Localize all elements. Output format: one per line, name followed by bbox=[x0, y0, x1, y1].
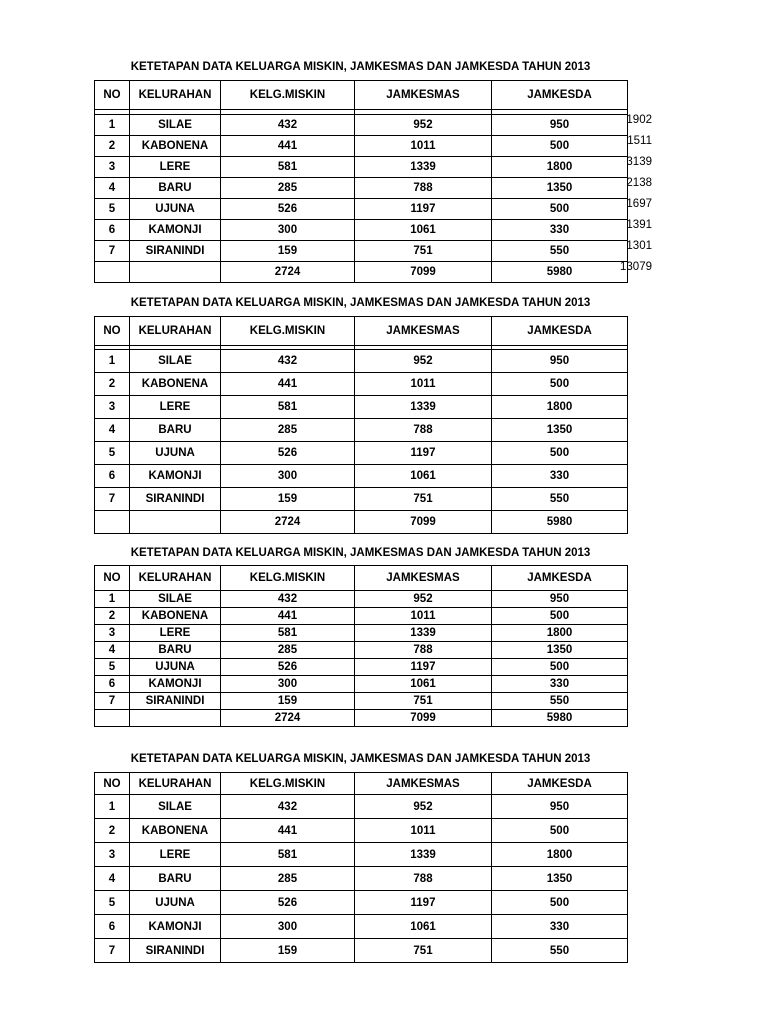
table-title: KETETAPAN DATA KELUARGA MISKIN, JAMKESMAS DAN JAMKESDA TAHUN 2013 bbox=[130, 753, 591, 765]
jamkesmas-cell: 1197 bbox=[355, 442, 492, 465]
table-row bbox=[95, 419, 628, 442]
total-kelg-miskin: 2724 bbox=[221, 262, 355, 283]
header-cell: JAMKESMAS bbox=[355, 773, 492, 795]
header-cell: KELURAHAN bbox=[130, 566, 221, 591]
jamkesda-cell: 330 bbox=[492, 220, 628, 241]
kelg-miskin-cell: 432 bbox=[221, 591, 355, 608]
header-cell: NO bbox=[95, 566, 130, 591]
kelurahan-cell: SILAE bbox=[130, 350, 221, 373]
jamkesmas-cell: 1061 bbox=[355, 676, 492, 693]
jamkesmas-cell: 788 bbox=[355, 419, 492, 442]
jamkesda-cell: 330 bbox=[492, 676, 628, 693]
table-row bbox=[95, 591, 628, 608]
jamkesda-cell: 500 bbox=[492, 891, 628, 915]
header-row bbox=[95, 317, 628, 346]
jamkesmas-cell: 952 bbox=[355, 350, 492, 373]
table-row bbox=[95, 867, 628, 891]
header-cell: JAMKESDA bbox=[492, 773, 628, 795]
table-row bbox=[95, 136, 628, 157]
header-cell: KELG.MISKIN bbox=[221, 317, 355, 346]
grand-total: 13079 bbox=[620, 261, 652, 273]
table-row bbox=[95, 819, 628, 843]
jamkesmas-cell: 1061 bbox=[355, 220, 492, 241]
row-total: 3139 bbox=[626, 156, 652, 168]
table-title: KETETAPAN DATA KELUARGA MISKIN, JAMKESMAS DAN JAMKESDA TAHUN 2013 bbox=[130, 61, 591, 73]
table-block-4 bbox=[94, 753, 754, 963]
table-row bbox=[95, 625, 628, 642]
kelg-miskin-cell: 441 bbox=[221, 608, 355, 625]
kelurahan-cell: KAMONJI bbox=[130, 465, 221, 488]
jamkesmas-cell: 1197 bbox=[355, 891, 492, 915]
header-cell: JAMKESMAS bbox=[355, 81, 492, 110]
table-title: KETETAPAN DATA KELUARGA MISKIN, JAMKESMAS DAN JAMKESDA TAHUN 2013 bbox=[130, 297, 591, 309]
total-jamkesmas: 7099 bbox=[355, 262, 492, 283]
header-cell: JAMKESDA bbox=[492, 81, 628, 110]
kelg-miskin-cell: 300 bbox=[221, 676, 355, 693]
table-row bbox=[95, 939, 628, 963]
jamkesda-cell: 500 bbox=[492, 199, 628, 220]
jamkesmas-cell: 788 bbox=[355, 178, 492, 199]
table-block-3 bbox=[94, 547, 754, 727]
kelurahan-cell: SIRANINDI bbox=[130, 693, 221, 710]
kelurahan-cell: KABONENA bbox=[130, 373, 221, 396]
jamkesda-cell: 500 bbox=[492, 819, 628, 843]
table-row bbox=[95, 465, 628, 488]
jamkesmas-cell: 952 bbox=[355, 795, 492, 819]
jamkesda-cell: 1800 bbox=[492, 625, 628, 642]
table-block-2 bbox=[94, 297, 754, 534]
kelurahan-cell: BARU bbox=[130, 178, 221, 199]
total-kelg-miskin: 2724 bbox=[221, 511, 355, 534]
no-cell: 2 bbox=[95, 608, 130, 625]
kelurahan-cell: KABONENA bbox=[130, 136, 221, 157]
no-cell: 4 bbox=[95, 642, 130, 659]
row-total: 1511 bbox=[627, 135, 652, 147]
jamkesmas-cell: 1197 bbox=[355, 199, 492, 220]
no-cell: 5 bbox=[95, 891, 130, 915]
header-cell: JAMKESDA bbox=[492, 566, 628, 591]
jamkesmas-cell: 788 bbox=[355, 642, 492, 659]
row-totals-column bbox=[560, 105, 652, 278]
no-cell: 2 bbox=[95, 136, 130, 157]
no-cell: 5 bbox=[95, 199, 130, 220]
table-row bbox=[95, 115, 628, 136]
kelg-miskin-cell: 285 bbox=[221, 867, 355, 891]
table-row bbox=[95, 373, 628, 396]
kelurahan-cell: KAMONJI bbox=[130, 915, 221, 939]
kelurahan-cell: SILAE bbox=[130, 115, 221, 136]
kelg-miskin-cell: 441 bbox=[221, 373, 355, 396]
kelurahan-cell: LERE bbox=[130, 396, 221, 419]
header-row bbox=[95, 773, 628, 795]
header-cell: JAMKESMAS bbox=[355, 317, 492, 346]
table-row bbox=[95, 241, 628, 262]
kelg-miskin-cell: 159 bbox=[221, 488, 355, 511]
no-cell: 6 bbox=[95, 915, 130, 939]
no-cell: 7 bbox=[95, 488, 130, 511]
total-jamkesda: 5980 bbox=[492, 710, 628, 727]
kelurahan-cell: UJUNA bbox=[130, 659, 221, 676]
header-cell: NO bbox=[95, 317, 130, 346]
table-row bbox=[95, 199, 628, 220]
total-jamkesmas: 7099 bbox=[355, 710, 492, 727]
header-cell: JAMKESMAS bbox=[355, 566, 492, 591]
jamkesmas-cell: 1197 bbox=[355, 659, 492, 676]
kelg-miskin-cell: 432 bbox=[221, 350, 355, 373]
header-cell: KELG.MISKIN bbox=[221, 773, 355, 795]
header-cell: KELG.MISKIN bbox=[221, 81, 355, 110]
kelurahan-cell: UJUNA bbox=[130, 442, 221, 465]
jamkesmas-cell: 1339 bbox=[355, 843, 492, 867]
kelg-miskin-cell: 581 bbox=[221, 843, 355, 867]
row-total: 1391 bbox=[626, 219, 652, 231]
table-row bbox=[95, 442, 628, 465]
table-row bbox=[95, 915, 628, 939]
header-cell: NO bbox=[95, 773, 130, 795]
jamkesda-cell: 550 bbox=[492, 488, 628, 511]
no-cell: 4 bbox=[95, 867, 130, 891]
header-row bbox=[95, 81, 628, 110]
jamkesda-cell: 1350 bbox=[492, 178, 628, 199]
kelurahan-cell: SIRANINDI bbox=[130, 241, 221, 262]
data-table bbox=[94, 565, 628, 727]
kelg-miskin-cell: 526 bbox=[221, 659, 355, 676]
jamkesda-cell: 500 bbox=[492, 136, 628, 157]
total-jamkesda: 5980 bbox=[492, 511, 628, 534]
kelurahan-cell: LERE bbox=[130, 843, 221, 867]
row-total: 1301 bbox=[626, 240, 652, 252]
jamkesda-cell: 500 bbox=[492, 442, 628, 465]
no-cell: 1 bbox=[95, 591, 130, 608]
kelg-miskin-cell: 526 bbox=[221, 199, 355, 220]
jamkesda-cell: 1800 bbox=[492, 396, 628, 419]
no-cell: 3 bbox=[95, 396, 130, 419]
table-row bbox=[95, 157, 628, 178]
jamkesda-cell: 1350 bbox=[492, 867, 628, 891]
kelurahan-cell: BARU bbox=[130, 419, 221, 442]
kelurahan-cell: SIRANINDI bbox=[130, 939, 221, 963]
no-cell: 1 bbox=[95, 795, 130, 819]
jamkesda-cell: 950 bbox=[492, 115, 628, 136]
data-table bbox=[94, 772, 628, 963]
no-cell: 3 bbox=[95, 625, 130, 642]
total-jamkesda: 5980 bbox=[492, 262, 628, 283]
table-row bbox=[95, 891, 628, 915]
table-row bbox=[95, 843, 628, 867]
kelurahan-cell: SILAE bbox=[130, 591, 221, 608]
kelg-miskin-cell: 159 bbox=[221, 939, 355, 963]
header-cell: KELURAHAN bbox=[130, 317, 221, 346]
jamkesda-cell: 550 bbox=[492, 241, 628, 262]
total-row bbox=[95, 511, 628, 534]
kelg-miskin-cell: 285 bbox=[221, 419, 355, 442]
kelg-miskin-cell: 432 bbox=[221, 115, 355, 136]
kelg-miskin-cell: 300 bbox=[221, 465, 355, 488]
no-cell: 6 bbox=[95, 676, 130, 693]
kelg-miskin-cell: 285 bbox=[221, 178, 355, 199]
kelurahan-cell: LERE bbox=[130, 625, 221, 642]
no-cell: 1 bbox=[95, 350, 130, 373]
kelurahan-cell: UJUNA bbox=[130, 199, 221, 220]
header-cell: NO bbox=[95, 81, 130, 110]
jamkesda-cell: 500 bbox=[492, 659, 628, 676]
table-row bbox=[95, 178, 628, 199]
no-cell: 7 bbox=[95, 693, 130, 710]
kelg-miskin-cell: 441 bbox=[221, 136, 355, 157]
header-row bbox=[95, 566, 628, 591]
jamkesmas-cell: 1339 bbox=[355, 157, 492, 178]
table-row bbox=[95, 693, 628, 710]
kelg-miskin-cell: 159 bbox=[221, 241, 355, 262]
jamkesda-cell: 950 bbox=[492, 350, 628, 373]
kelg-miskin-cell: 526 bbox=[221, 442, 355, 465]
kelurahan-cell: SIRANINDI bbox=[130, 488, 221, 511]
jamkesda-cell: 500 bbox=[492, 608, 628, 625]
table-row bbox=[95, 396, 628, 419]
no-cell: 1 bbox=[95, 115, 130, 136]
jamkesmas-cell: 952 bbox=[355, 591, 492, 608]
jamkesmas-cell: 751 bbox=[355, 939, 492, 963]
jamkesmas-cell: 1011 bbox=[355, 819, 492, 843]
jamkesda-cell: 950 bbox=[492, 591, 628, 608]
jamkesmas-cell: 1061 bbox=[355, 915, 492, 939]
kelurahan-cell: KAMONJI bbox=[130, 676, 221, 693]
kelg-miskin-cell: 581 bbox=[221, 625, 355, 642]
jamkesmas-cell: 751 bbox=[355, 488, 492, 511]
no-cell: 3 bbox=[95, 843, 130, 867]
no-cell: 6 bbox=[95, 465, 130, 488]
jamkesmas-cell: 788 bbox=[355, 867, 492, 891]
no-cell: 4 bbox=[95, 178, 130, 199]
no-cell: 4 bbox=[95, 419, 130, 442]
data-table bbox=[94, 80, 628, 283]
jamkesmas-cell: 751 bbox=[355, 693, 492, 710]
kelurahan-cell: LERE bbox=[130, 157, 221, 178]
data-table bbox=[94, 316, 628, 534]
header-cell: KELURAHAN bbox=[130, 773, 221, 795]
row-total: 1697 bbox=[626, 198, 652, 210]
jamkesmas-cell: 1061 bbox=[355, 465, 492, 488]
no-cell: 7 bbox=[95, 241, 130, 262]
kelurahan-cell: BARU bbox=[130, 867, 221, 891]
kelurahan-cell: SILAE bbox=[130, 795, 221, 819]
kelg-miskin-cell: 526 bbox=[221, 891, 355, 915]
total-kelg-miskin: 2724 bbox=[221, 710, 355, 727]
no-cell: 2 bbox=[95, 373, 130, 396]
kelurahan-cell: KAMONJI bbox=[130, 220, 221, 241]
no-cell: 2 bbox=[95, 819, 130, 843]
no-cell: 5 bbox=[95, 659, 130, 676]
kelg-miskin-cell: 581 bbox=[221, 157, 355, 178]
jamkesda-cell: 1350 bbox=[492, 419, 628, 442]
table-row bbox=[95, 608, 628, 625]
kelg-miskin-cell: 285 bbox=[221, 642, 355, 659]
row-total: 1902 bbox=[626, 114, 652, 126]
header-cell: KELURAHAN bbox=[130, 81, 221, 110]
jamkesda-cell: 1800 bbox=[492, 157, 628, 178]
kelg-miskin-cell: 432 bbox=[221, 795, 355, 819]
jamkesmas-cell: 751 bbox=[355, 241, 492, 262]
table-title: KETETAPAN DATA KELUARGA MISKIN, JAMKESMAS DAN JAMKESDA TAHUN 2013 bbox=[130, 547, 591, 559]
jamkesda-cell: 330 bbox=[492, 465, 628, 488]
row-total: 2138 bbox=[626, 177, 652, 189]
total-row bbox=[95, 262, 628, 283]
header-cell: JAMKESDA bbox=[492, 317, 628, 346]
table-row bbox=[95, 795, 628, 819]
jamkesda-cell: 1350 bbox=[492, 642, 628, 659]
header-cell: KELG.MISKIN bbox=[221, 566, 355, 591]
kelurahan-cell: KABONENA bbox=[130, 819, 221, 843]
no-cell: 3 bbox=[95, 157, 130, 178]
kelurahan-cell: UJUNA bbox=[130, 891, 221, 915]
table-row bbox=[95, 350, 628, 373]
kelurahan-cell: BARU bbox=[130, 642, 221, 659]
jamkesmas-cell: 1339 bbox=[355, 396, 492, 419]
jamkesda-cell: 1800 bbox=[492, 843, 628, 867]
kelg-miskin-cell: 300 bbox=[221, 220, 355, 241]
jamkesda-cell: 550 bbox=[492, 693, 628, 710]
kelg-miskin-cell: 300 bbox=[221, 915, 355, 939]
no-cell: 6 bbox=[95, 220, 130, 241]
jamkesmas-cell: 1339 bbox=[355, 625, 492, 642]
no-cell: 7 bbox=[95, 939, 130, 963]
no-cell: 5 bbox=[95, 442, 130, 465]
kelg-miskin-cell: 441 bbox=[221, 819, 355, 843]
table-row bbox=[95, 659, 628, 676]
total-jamkesmas: 7099 bbox=[355, 511, 492, 534]
jamkesda-cell: 500 bbox=[492, 373, 628, 396]
kelg-miskin-cell: 159 bbox=[221, 693, 355, 710]
jamkesda-cell: 330 bbox=[492, 915, 628, 939]
kelurahan-cell: KABONENA bbox=[130, 608, 221, 625]
kelg-miskin-cell: 581 bbox=[221, 396, 355, 419]
jamkesda-cell: 950 bbox=[492, 795, 628, 819]
table-row bbox=[95, 220, 628, 241]
jamkesmas-cell: 1011 bbox=[355, 608, 492, 625]
table-row bbox=[95, 642, 628, 659]
total-row bbox=[95, 710, 628, 727]
table-block-1 bbox=[94, 61, 754, 283]
jamkesmas-cell: 1011 bbox=[355, 136, 492, 157]
jamkesmas-cell: 1011 bbox=[355, 373, 492, 396]
table-row bbox=[95, 676, 628, 693]
jamkesda-cell: 550 bbox=[492, 939, 628, 963]
table-row bbox=[95, 488, 628, 511]
jamkesmas-cell: 952 bbox=[355, 115, 492, 136]
